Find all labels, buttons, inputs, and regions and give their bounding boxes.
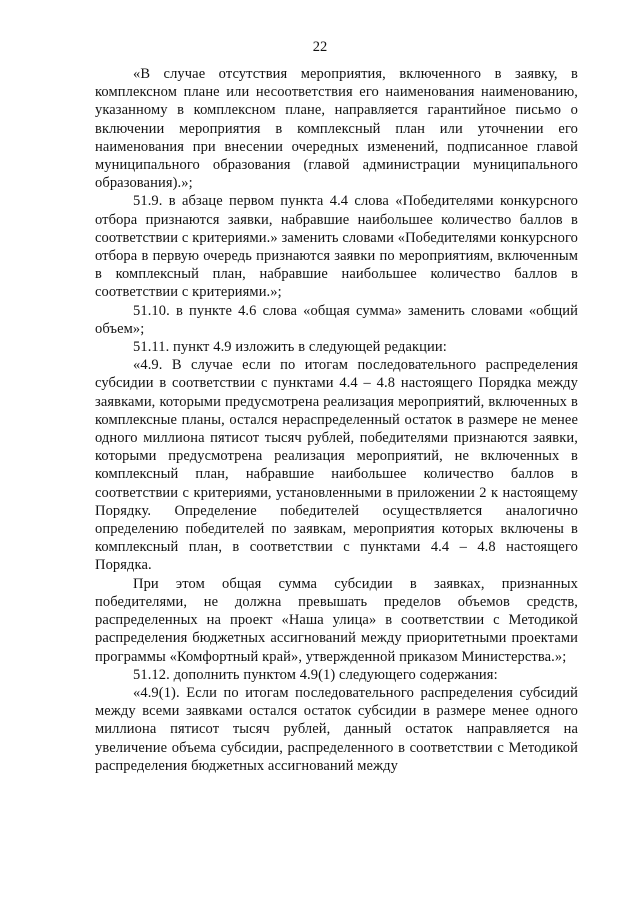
paragraph-4-9: «4.9. В случае если по итогам последовательного распределения субсидии в соответствии с пунктами 4.4 – 4.8 настоящего Порядка между заявками, которыми предусмотрена реализация мероприятий, включенных в комплексные планы, остался нераспределенный остаток в размере не менее одного миллиона пятисот тысяч рублей, победителями признаются заявки, которыми предусмотрена реализация мероприятий, не включенных в комплексный план, набравшие наибольшее количество баллов в соответствии с критериями, установленными в приложении 2 к настоящему Порядку. Определение победителей осуществляется аналогично определению победителей по заявкам, мероприятия которых включены в комплексный план, в соответствии с пунктами 4.4 – 4.8 настоящего Порядка.	[95, 357, 578, 574]
paragraph-51-10: 51.10. в пункте 4.6 слова «общая сумма» заменить словами «общий объем»;	[95, 302, 578, 337]
paragraph-51-11: 51.11. пункт 4.9 изложить в следующей редакции:	[133, 339, 447, 356]
paragraph-51-12: 51.12. дополнить пунктом 4.9(1) следующего содержания:	[133, 666, 498, 683]
page-number: 22	[312, 39, 328, 55]
paragraph-4-9-1: «4.9(1). Если по итогам последовательного распределения субсидий между всеми заявками остался остаток субсидии в размере менее одного миллиона пятисот тысяч рублей, данный остаток направляется на увеличение объема субсидии, распределенного в соответствии с Методикой распределения бюджетных ассигнований между	[95, 684, 578, 774]
paragraph-51-9: 51.9. в абзаце первом пункта 4.4 слова «Победителями конкурсного отбора признаются заявки, набравшие наибольшее количество баллов в соответствии с критериями.» заменить словами «Победителями конкурсного отбора в первую очередь признаются заявки по мероприятиям, включенным в комплексный план, набравшие наибольшее количество баллов в соответствии с критериями.»;	[95, 193, 578, 301]
document-body	[95, 65, 578, 775]
paragraph-letter-clause: «В случае отсутствия мероприятия, включенного в заявку, в комплексном плане или несоответствия его наименования наименованию, указанному в комплексном плане, направляется гарантийное письмо о включении мероприятия в комплексный план или уточнении его наименования при внесении очередных изменений, подписанное главой муниципального образования (главой администрации муниципального образования).»;	[95, 66, 578, 192]
paragraph-4-9-continued: При этом общая сумма субсидии в заявках, признанных победителями, не должна превышать пределов объемов средств, распределенных на проект «Наша улица» в соответствии с Методикой распределения бюджетных ассигнований между приоритетными проектами программы «Комфортный край», утвержденной приказом Министерства.»;	[95, 575, 578, 665]
